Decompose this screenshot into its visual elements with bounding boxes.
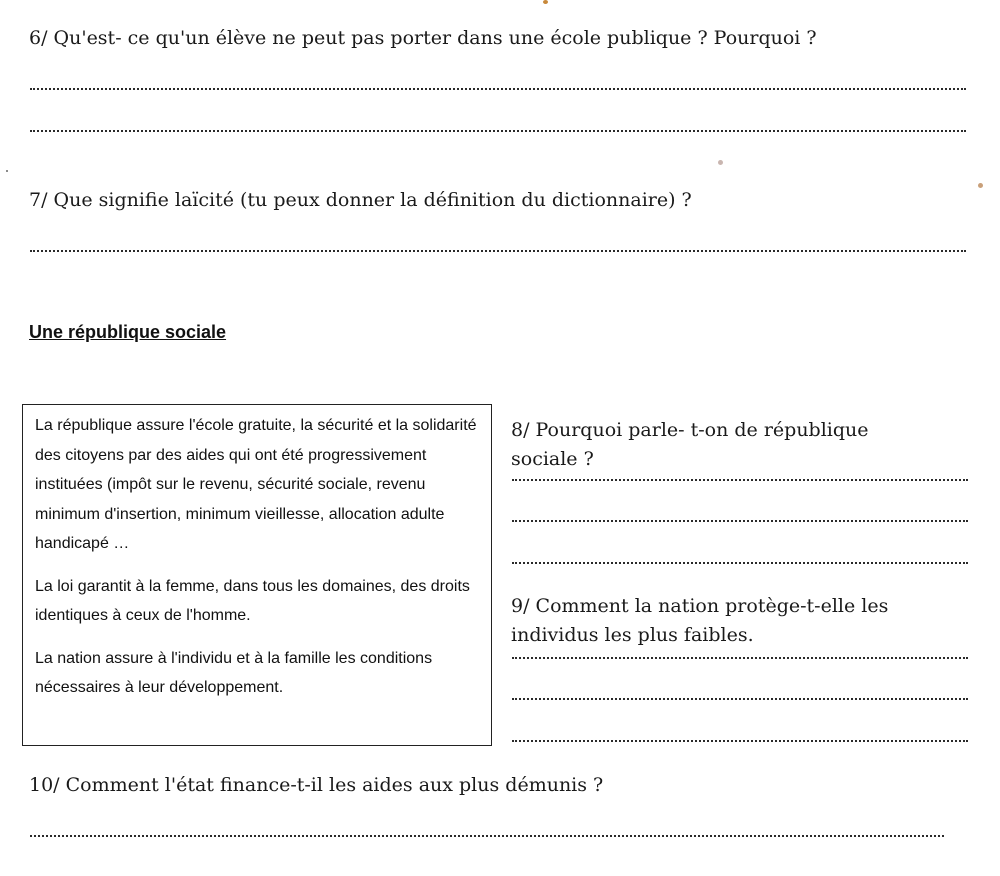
question-9: 9/ Comment la nation protège-t-elle les individus les plus faibles. (511, 595, 889, 646)
answer-line[interactable] (512, 698, 968, 700)
answer-line[interactable] (30, 88, 966, 90)
answer-line[interactable] (512, 657, 968, 659)
answer-line[interactable] (30, 130, 966, 132)
box-paragraph: La loi garantit à la femme, dans tous les domaines, des droits identiques à ceux de l'homme. (35, 577, 470, 624)
scan-speck (6, 170, 8, 172)
answer-line[interactable] (512, 740, 968, 742)
section-title: Une république sociale (29, 322, 227, 342)
answer-line[interactable] (512, 520, 968, 522)
question-7: 7/ Que signifie laïcité (tu peux donner la définition du dictionnaire) ? (29, 189, 692, 211)
question-8: 8/ Pourquoi parle- t-on de république sociale ? (511, 419, 869, 470)
scan-speck (543, 0, 548, 4)
question-6: 6/ Qu'est- ce qu'un élève ne peut pas porter dans une école publique ? Pourquoi ? (29, 27, 817, 49)
info-text-box (22, 404, 492, 746)
answer-line[interactable] (30, 835, 944, 837)
question-10: 10/ Comment l'état finance-t-il les aides aux plus démunis ? (29, 774, 604, 796)
answer-line[interactable] (512, 479, 968, 481)
box-paragraph: La république assure l'école gratuite, la sécurité et la solidarité des citoyens par des aides qui ont été progressivement instituées (impôt sur le revenu, sécurité sociale, revenu minimum d'insertion, minimum vieillesse, allocation adulte handicapé … (35, 417, 477, 552)
box-paragraph: La nation assure à l'individu et à la famille les conditions nécessaires à leur développement. (35, 649, 433, 696)
scan-speck (978, 183, 983, 188)
scan-speck (718, 160, 723, 165)
answer-line[interactable] (512, 562, 968, 564)
answer-line[interactable] (30, 250, 966, 252)
